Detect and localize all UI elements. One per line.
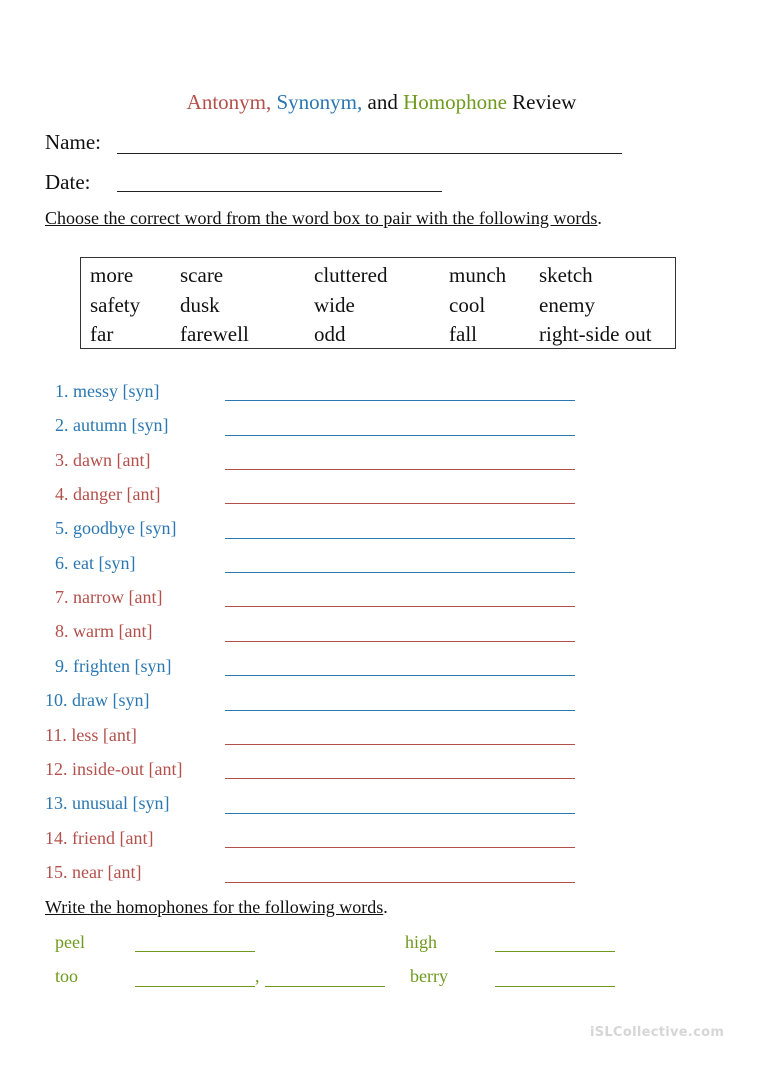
word-box-word: cool	[449, 293, 486, 317]
word-box-word: farewell	[180, 322, 249, 346]
item-label: 5. goodbye [syn]	[55, 518, 177, 538]
homophone-comma: ,	[255, 966, 260, 986]
item-label: 10. draw [syn]	[45, 690, 150, 710]
title-antonym: Antonym,	[186, 90, 272, 114]
answer-line[interactable]	[225, 882, 575, 883]
homophone-instruction-period: .	[383, 897, 388, 917]
homophone-word-too: too	[55, 966, 79, 986]
word-box-word: dusk	[180, 293, 220, 317]
item-label: 1. messy [syn]	[55, 381, 160, 401]
answer-line[interactable]	[225, 710, 575, 711]
date-field[interactable]	[117, 191, 442, 192]
answer-line[interactable]	[225, 572, 575, 573]
answer-line[interactable]	[225, 400, 575, 401]
answer-line[interactable]	[225, 538, 575, 539]
answer-line[interactable]	[225, 813, 575, 814]
word-box-word: wide	[314, 293, 355, 317]
title-review: Review	[512, 90, 577, 114]
title-and: and	[367, 90, 398, 114]
answer-line[interactable]	[225, 435, 575, 436]
homophone-word-high: high	[405, 932, 438, 952]
item-label: 15. near [ant]	[45, 862, 142, 882]
word-box-word: scare	[180, 263, 224, 287]
item-label: 11. less [ant]	[45, 725, 137, 745]
item-label: 12. inside-out [ant]	[45, 759, 183, 779]
item-label: 3. dawn [ant]	[55, 450, 151, 470]
instruction-text: Choose the correct word from the word box to pair with the following words	[45, 208, 598, 228]
word-box-instruction	[45, 208, 602, 229]
item-label: 6. eat [syn]	[55, 553, 136, 573]
title-homophone: Homophone	[403, 90, 507, 114]
answer-line[interactable]	[225, 641, 575, 642]
homophone-answer-line[interactable]	[495, 951, 615, 952]
item-label: 7. narrow [ant]	[55, 587, 163, 607]
item-label: 14. friend [ant]	[45, 828, 154, 848]
answer-line[interactable]	[225, 744, 575, 745]
item-label: 13. unusual [syn]	[45, 793, 170, 813]
homophone-answer-line[interactable]	[495, 986, 615, 987]
homophone-word-peel: peel	[55, 932, 85, 952]
date-label: Date:	[45, 170, 91, 194]
name-label: Name:	[45, 130, 101, 154]
name-field[interactable]	[117, 153, 622, 154]
watermark-logo: iSLCollective.com	[590, 1025, 725, 1040]
item-label: 9. frighten [syn]	[55, 656, 172, 676]
item-label: 4. danger [ant]	[55, 484, 161, 504]
word-box-word: munch	[449, 263, 507, 287]
word-box	[80, 257, 676, 349]
answer-line[interactable]	[225, 847, 575, 848]
instruction-period: .	[597, 208, 602, 228]
word-box-word: sketch	[539, 263, 593, 287]
word-box-word: more	[90, 263, 134, 287]
item-label: 8. warm [ant]	[55, 621, 153, 641]
page-title	[0, 90, 763, 115]
answer-line[interactable]	[225, 606, 575, 607]
answer-line[interactable]	[225, 503, 575, 504]
word-box-word: far	[90, 322, 114, 346]
homophone-answer-line[interactable]	[135, 986, 255, 987]
homophone-word-berry: berry	[410, 966, 448, 986]
homophone-instruction	[45, 897, 388, 918]
homophone-answer-line[interactable]	[265, 986, 385, 987]
answer-line[interactable]	[225, 675, 575, 676]
answer-line[interactable]	[225, 469, 575, 470]
item-label: 2. autumn [syn]	[55, 415, 169, 435]
word-box-word: odd	[314, 322, 346, 346]
homophone-instruction-text: Write the homophones for the following words	[45, 897, 384, 917]
word-box-word: enemy	[539, 293, 595, 317]
title-synonym: Synonym,	[276, 90, 363, 114]
word-box-word: safety	[90, 293, 141, 317]
word-box-word: right-side out	[539, 322, 652, 346]
homophone-answer-line[interactable]	[135, 951, 255, 952]
answer-line[interactable]	[225, 778, 575, 779]
word-box-word: cluttered	[314, 263, 388, 287]
word-box-word: fall	[449, 322, 477, 346]
